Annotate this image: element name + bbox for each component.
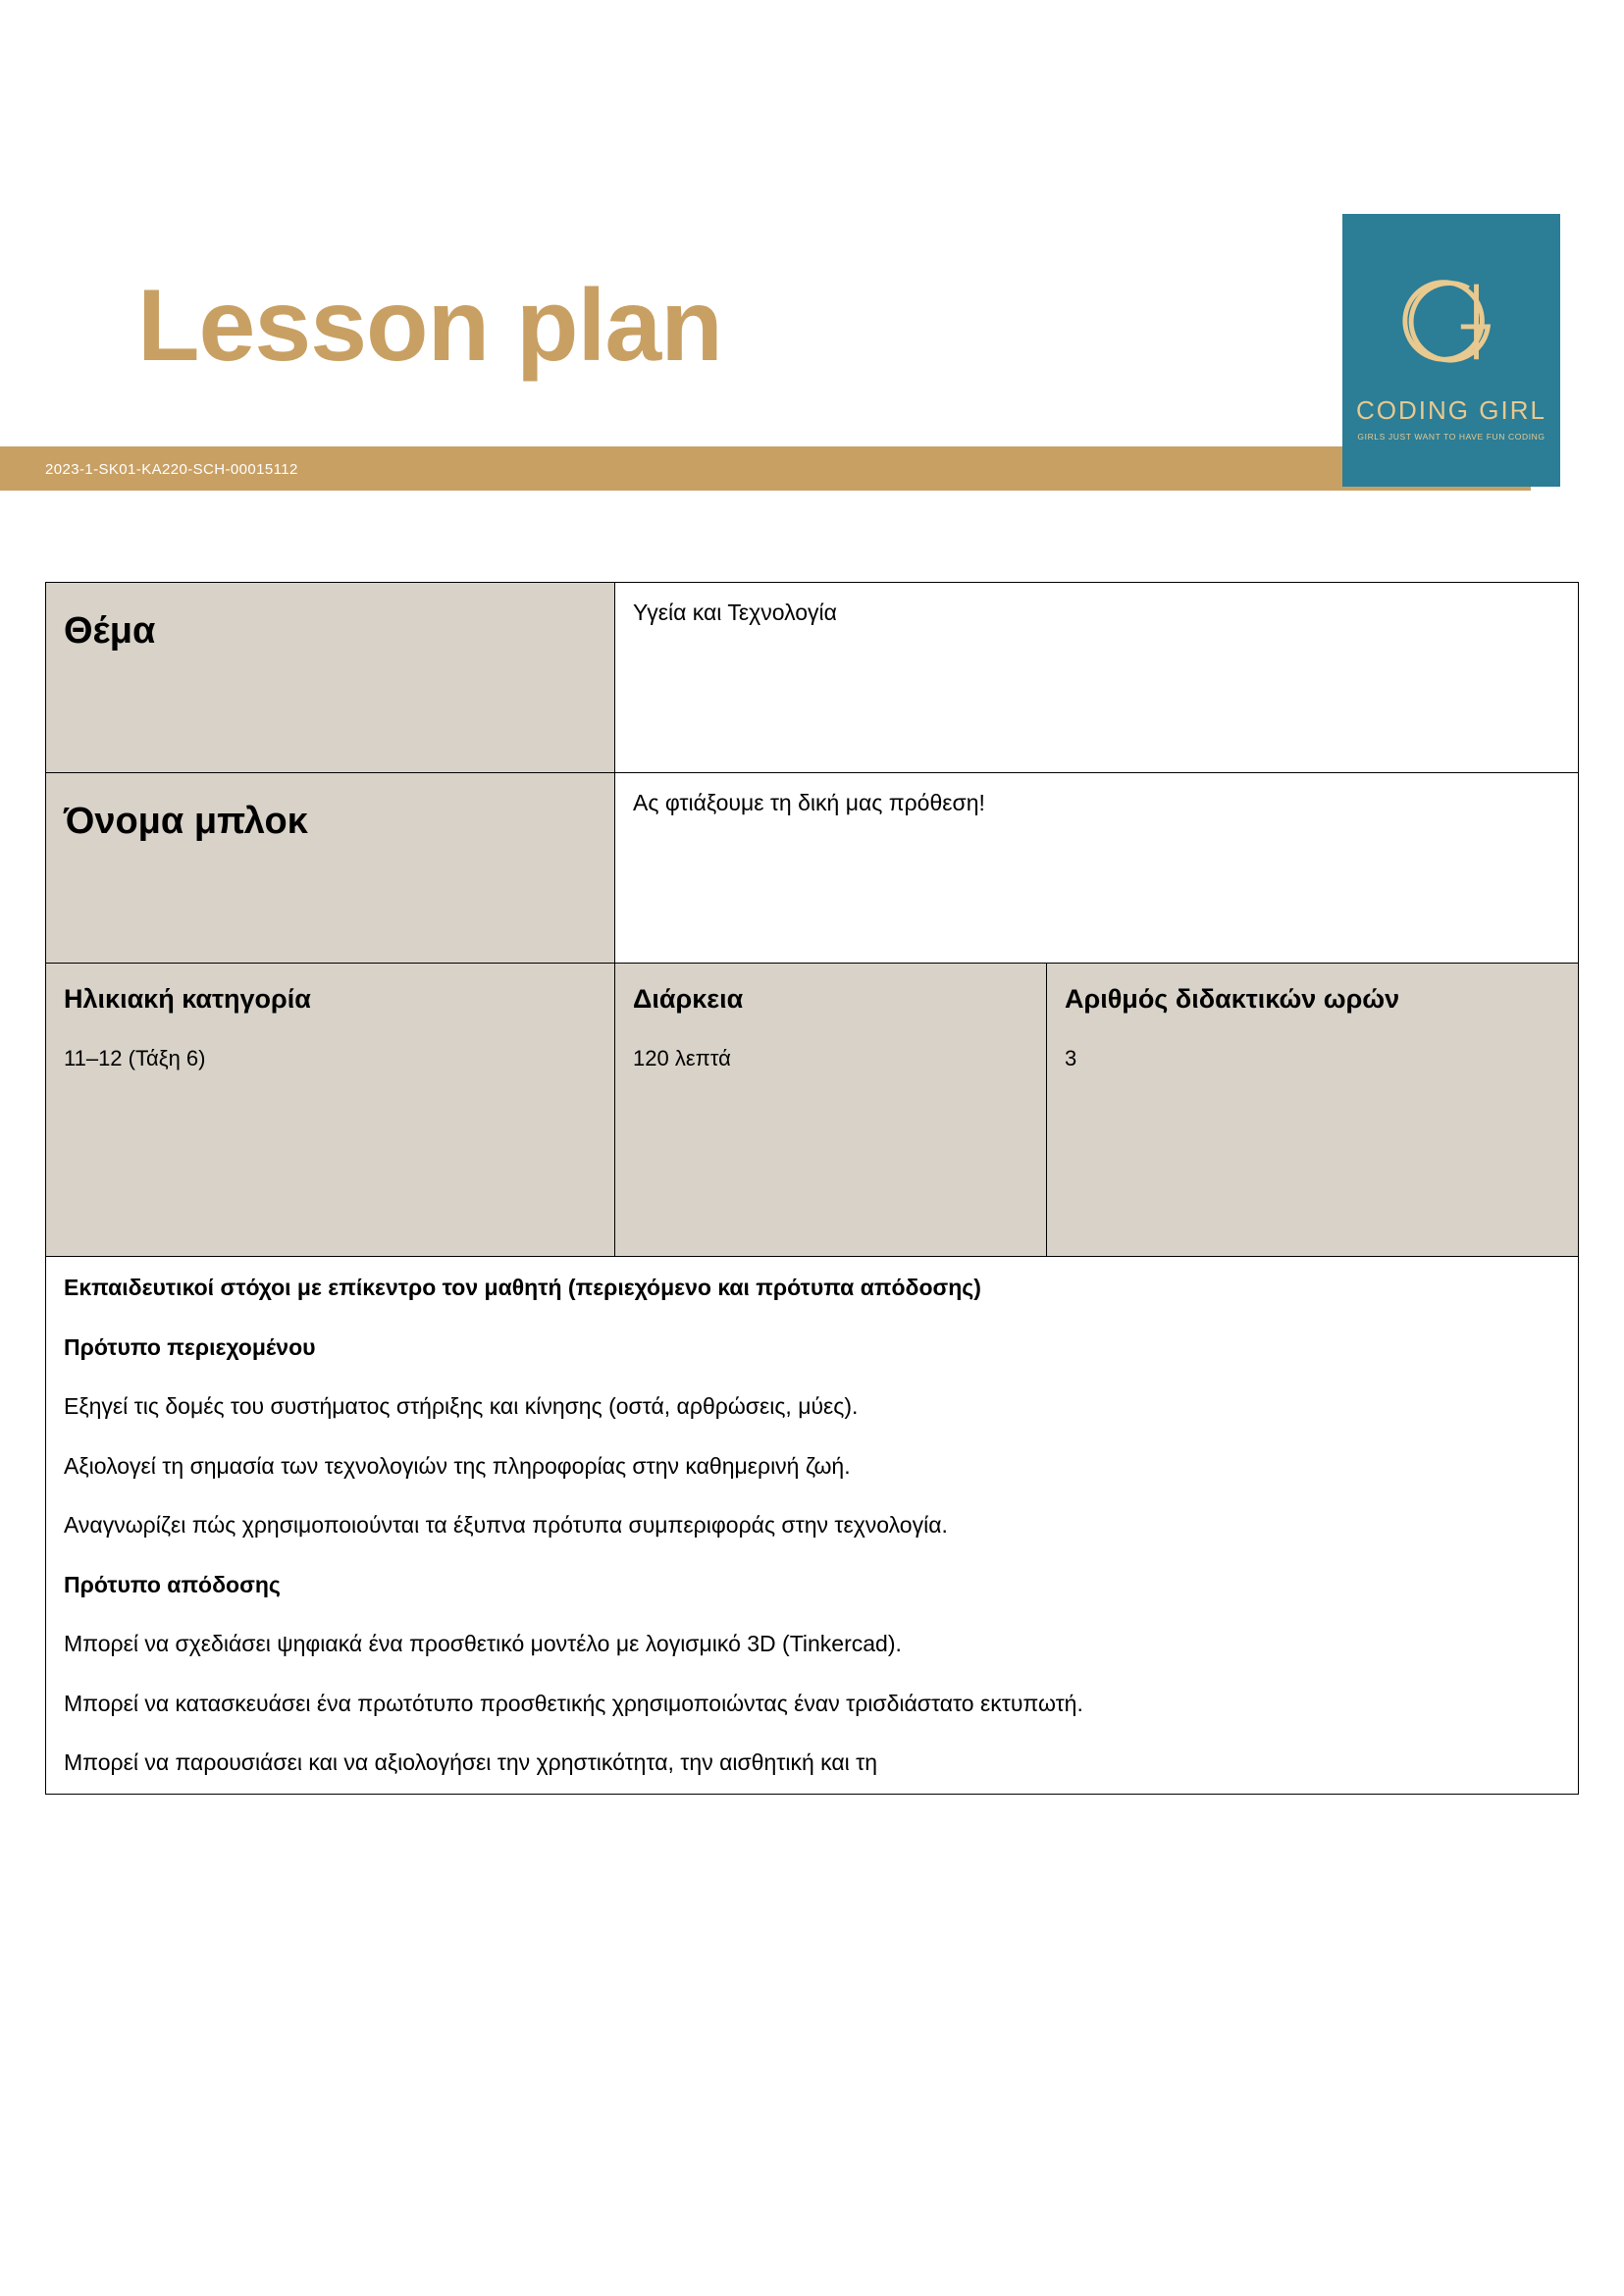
theme-value-cell: Υγεία και Τεχνολογία: [615, 583, 1579, 773]
table-row-goals: [46, 1257, 1579, 1795]
duration-value: 120 λεπτά: [633, 1046, 731, 1071]
performance-standard-item: Μπορεί να κατασκευάσει ένα πρωτότυπο προσθετικής χρησιμοποιώντας έναν τρισδιάστατο εκτυπωτή.: [64, 1690, 1083, 1716]
block-name-label-cell: [46, 773, 615, 964]
table-row-theme: [46, 583, 1579, 773]
content-standard-heading: Πρότυπο περιεχομένου: [64, 1333, 316, 1360]
duration-label: Διάρκεια: [633, 984, 744, 1014]
goals-heading: Εκπαιδευτικοί στόχοι με επίκεντρο τον μαθητή (περιεχόμενο και πρότυπα απόδοσης): [64, 1275, 981, 1300]
teaching-hours-value: 3: [1065, 1046, 1077, 1071]
logo-name: CODING GIRL: [1356, 395, 1546, 425]
content-standard-item: Αξιολογεί τη σημασία των τεχνολογιών της πληροφορίας στην καθημερινή ζωή.: [64, 1452, 851, 1479]
goals-cell: [46, 1257, 1579, 1795]
performance-standard-item: Μπορεί να παρουσιάσει και να αξιολογήσει την χρηστικότητα, την αισθητική και τη: [64, 1749, 878, 1775]
block-name-label: Όνομα μπλοκ: [64, 801, 308, 842]
table-row-block-name: [46, 773, 1579, 964]
table-row-meta: [46, 964, 1579, 1257]
performance-standard-heading: Πρότυπο απόδοσης: [64, 1571, 281, 1597]
age-group-label: Ηλικιακή κατηγορία: [64, 984, 311, 1014]
document-header: [0, 0, 1624, 520]
project-code: 2023-1-SK01-KA220-SCH-00015112: [45, 461, 298, 478]
duration-cell: [615, 964, 1047, 1257]
age-group-cell: [46, 964, 615, 1257]
teaching-hours-label: Αριθμός διδακτικών ωρών: [1065, 984, 1400, 1014]
content-standard-item: Αναγνωρίζει πώς χρησιμοποιούνται τα έξυπνα πρότυπα συμπεριφοράς στην τεχνολογία.: [64, 1512, 948, 1538]
content-standard-item: Εξηγεί τις δομές του συστήματος στήριξης και κίνησης (οστά, αρθρώσεις, μύες).: [64, 1393, 859, 1419]
coding-girl-logo: [1342, 214, 1560, 487]
block-name-value-cell: Ας φτιάξουμε τη δική μας πρόθεση!: [615, 773, 1579, 964]
cg-monogram-icon: [1393, 267, 1509, 375]
theme-label-cell: [46, 583, 615, 773]
page-title: Lesson plan: [137, 269, 722, 383]
lesson-plan-table: [45, 582, 1579, 1795]
performance-standard-item: Μπορεί να σχεδιάσει ψηφιακά ένα προσθετικό μοντέλο με λογισμικό 3D (Tinkercad).: [64, 1631, 902, 1656]
logo-tagline: GIRLS JUST WANT TO HAVE FUN CODING: [1357, 432, 1545, 442]
age-group-value: 11–12 (Τάξη 6): [64, 1046, 206, 1071]
teaching-hours-cell: [1047, 964, 1579, 1257]
theme-label: Θέμα: [64, 610, 156, 652]
